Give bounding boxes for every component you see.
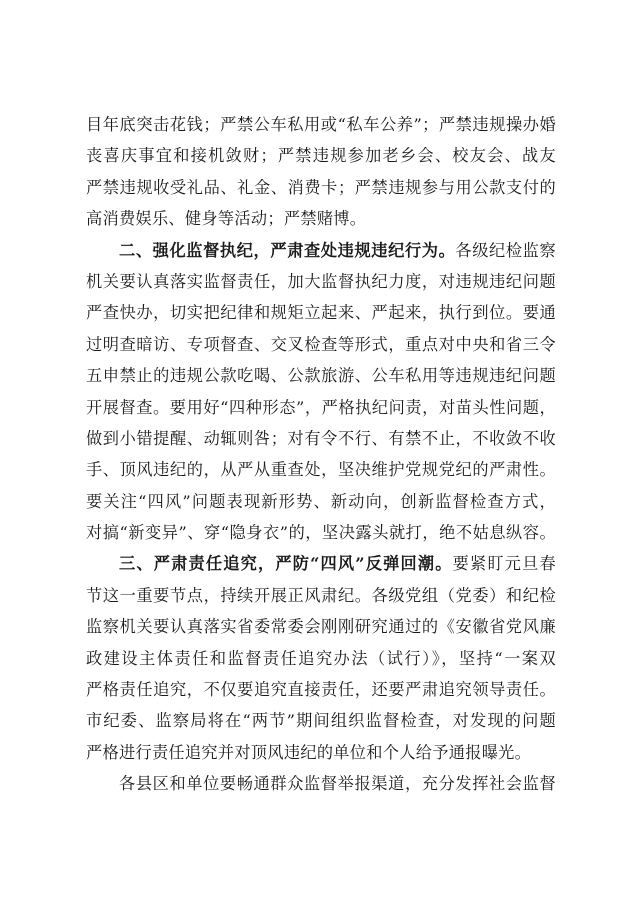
section-3-heading-line [86,548,556,579]
text-line: 严格责任追究，不仅要追究直接责任，还要严肃追究领导责任。 [86,680,556,700]
text-line: 严查快办，切实把纪律和规矩立起来、严起来，执行到位。要通 [86,303,556,323]
document-page [86,109,556,800]
text-line: 做到小错提醒、动辄则咎；对有令不行、有禁不止，不收敛不收 [86,428,556,448]
text-line: 目年底突击花钱；严禁公车私用或“私车公养”；严禁违规操办婚 [86,115,556,134]
text-line: 各县区和单位要畅通群众监督举报渠道，充分发挥社会监督 [119,774,556,794]
text-line: 高消费娱乐、健身等活动；严禁赌博。 [86,209,367,229]
text-line: 开展督查。要用好“四种形态”，严格执纪问责，对苗头性问题， [86,397,556,417]
text-line: 五申禁止的违规公款吃喝、公款旅游、公车私用等违规违纪问题 [86,366,556,386]
text-line: 监察机关要认真落实省委常委会刚刚研究通过的《安徽省党风廉 [86,617,556,637]
text-line: 严禁违规收受礼品、礼金、消费卡；严禁违规参与用公款支付的 [86,177,556,197]
text-line: 政建设主体责任和监督责任追究办法（试行）》，坚持“一案双 [86,648,556,668]
text-line: 市纪委、监察局将在“两节”期间组织监督检查，对发现的问题 [86,711,556,731]
text-line: 要关注“四风”问题表现新形势、新动向，创新监督检查方式， [86,491,556,511]
text-line: 手、顶风违纪的，从严从重查处，坚决维护党规党纪的严肃性。 [86,460,556,480]
text-line: 严格进行责任追究并对顶风违纪的单位和个人给予通报曝光。 [86,742,532,762]
text-line: 对搞“新变异”、穿“隐身衣”的，坚决露头就打，绝不姑息纵容。 [86,523,556,543]
text-line: 过明查暗访、专项督查、交叉检查等形式，重点对中央和省三令 [86,334,556,354]
section-2-heading-line [86,235,556,266]
text-line: 机关要认真落实监督责任，加大监督执纪力度，对违规违纪问题 [86,271,556,291]
section-3-heading-tail: 要紧盯元旦春 [452,554,556,574]
section-3-heading: 三、严肃责任追究，严防“四风”反弹回潮。 [119,554,453,574]
text-line: 节这一重要节点，持续开展正风肃纪。各级党组（党委）和纪检 [86,585,556,605]
section-2-heading-tail: 各级纪检监察 [455,240,556,260]
text-line: 丧喜庆事宜和接机敛财；严禁违规参加老乡会、校友会、战友 [86,146,556,166]
section-2-heading: 二、强化监督执纪，严肃查处违规违纪行为。 [119,240,456,260]
